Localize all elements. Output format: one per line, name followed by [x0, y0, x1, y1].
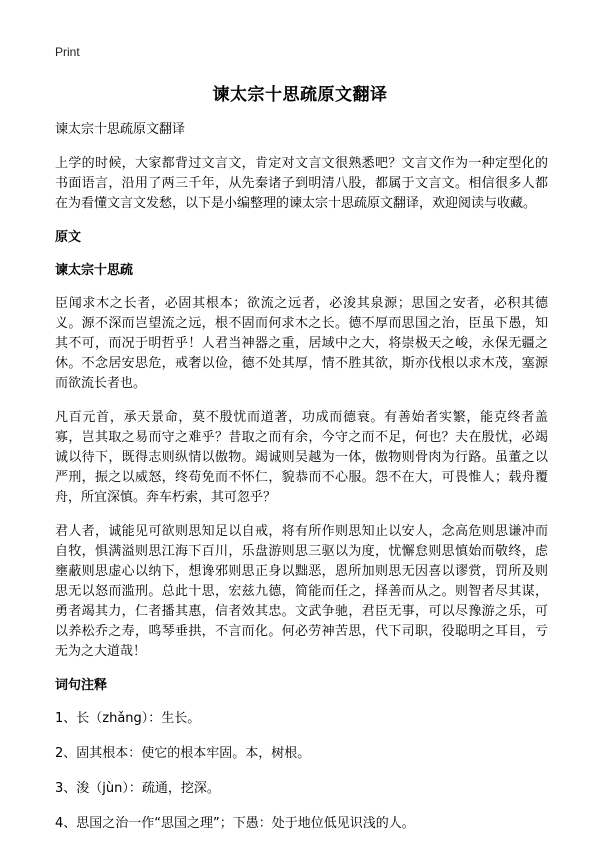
article-subtitle: 谏太宗十思疏原文翻译 — [55, 122, 186, 137]
article-body — [55, 120, 548, 849]
body-paragraph: 凡百元首，承天景命，莫不殷忧而道著，功成而德衰。有善始者实繁，能克终者盖寡，岂其取之易而守之难乎？昔取之而有余，今守之而不足，何也？夫在殷忧，必竭诚以待下，既得志则纵情以傲物。竭诚则吴越为一体，傲物则骨肉为行路。虽董之以严刑，振之以威怒，终苟免而不怀仁，貌恭而不心服。怨不在大，可畏惟人；载舟覆舟，所宜深慎。奔车朽索，其可忽乎？ — [55, 410, 548, 505]
intro-paragraph: 上学的时候，大家都背过文言文，肯定对文言文很熟悉吧？文言文作为一种定型化的书面语言，沿用了两三千年，从先秦诸子到明清八股，都属于文言文。相信很多人都在为看懂文言文发愁，以下是小编整理的谏太宗十思疏原文翻译，欢迎阅读与收藏。 — [55, 156, 548, 211]
note-item: 4、思国之治一作“思国之理”；下愚：处于地位低见识浅的人。 — [55, 816, 415, 831]
section-heading-notes: 词句注释 — [55, 678, 108, 693]
note-item: 2、固其根本：使它的根本牢固。本，树根。 — [55, 746, 311, 761]
section-heading-original: 原文 — [55, 230, 82, 245]
print-link[interactable]: Print — [55, 45, 80, 59]
body-paragraph: 臣闻求木之长者，必固其根本；欲流之远者，必浚其泉源；思国之安者，必积其德义。源不深而岂望流之远，根不固而何求木之长。德不厚而思国之治，臣虽下愚，知其不可，而况于明哲乎！人君当神器之重，居域中之大，将崇极天之峻，永保无疆之休。不念居安思危，戒奢以俭，德不处其厚，情不胜其欲，斯亦伐根以求木茂，塞源而欲流长者也。 — [55, 296, 548, 391]
page-title: 谏太宗十思疏原文翻译 — [212, 85, 388, 105]
section-heading-title: 谏太宗十思疏 — [55, 263, 134, 278]
note-item: 3、浚（jùn）：疏通，挖深。 — [55, 781, 220, 796]
body-paragraph: 君人者，诚能见可欲则思知足以自戒，将有所作则思知止以安人，念高危则思谦冲而自牧，惧满溢则思江海下百川，乐盘游则思三驱以为度，忧懈怠则思慎始而敬终，虑壅蔽则思虚心以纳下，想谗邪则思正身以黜恶，恩所加则思无因喜以谬赏，罚所及则思无以怒而滥刑。总此十思，宏兹九德，简能而任之，择善而从之。则智者尽其谋，勇者竭其力，仁者播其惠，信者效其忠。文武争驰，君臣无事，可以尽豫游之乐，可以养松乔之寿，鸣琴垂拱，不言而化。何必劳神苦思，代下司职，役聪明之耳目，亏无为之大道哉！ — [55, 524, 548, 659]
note-item: 1、长（zhǎng）：生长。 — [55, 711, 201, 726]
